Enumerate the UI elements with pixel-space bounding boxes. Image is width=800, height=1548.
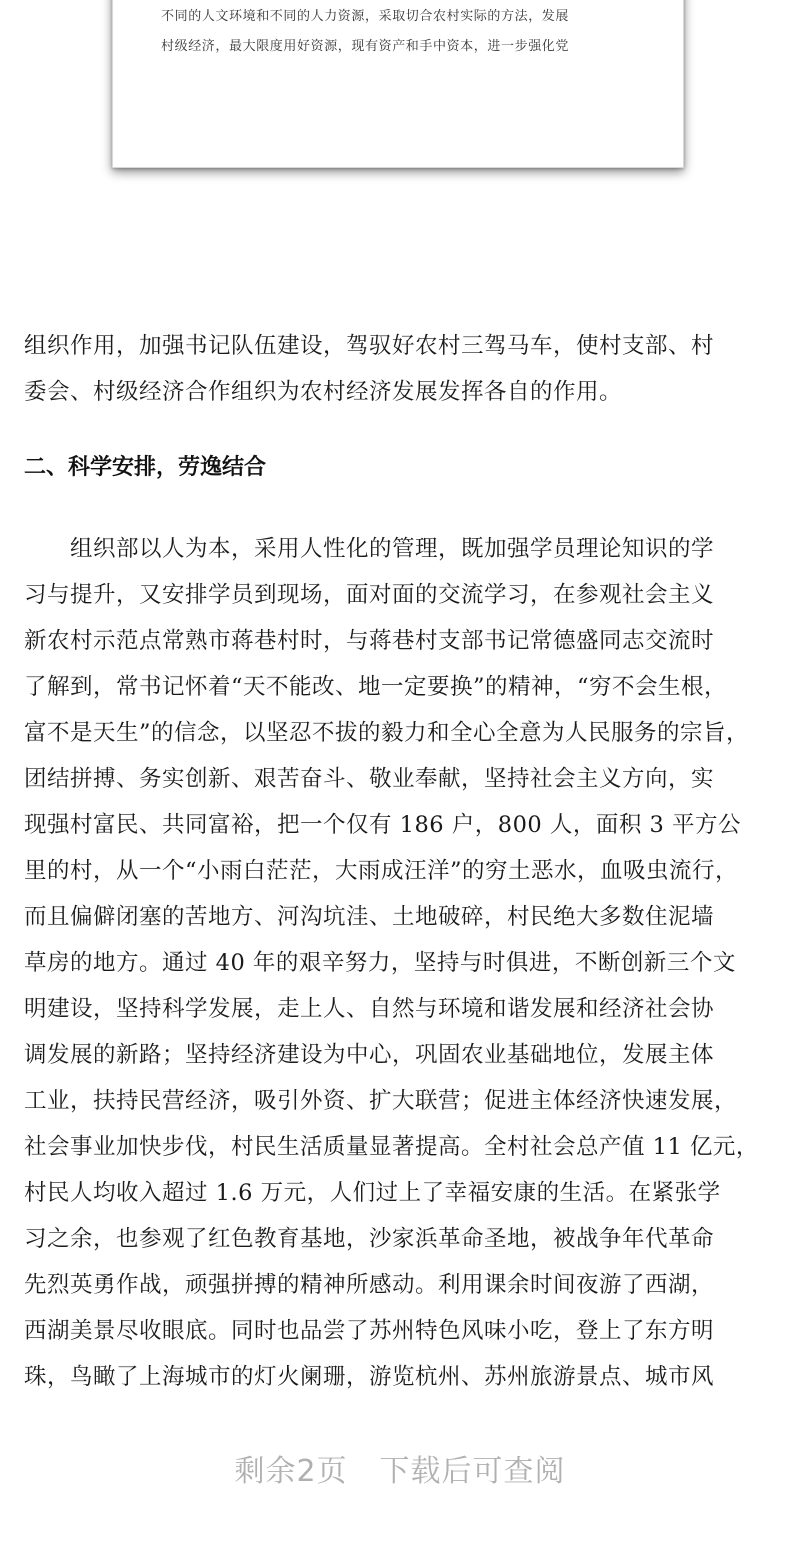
paragraph-line: 习与提升，又安排学员到现场，面对面的交流学习，在参观社会主义 bbox=[24, 582, 715, 608]
paragraph-line: 调发展的新路；坚持经济建设为中心，巩固农业基础地位，发展主体 bbox=[24, 1042, 715, 1068]
preview-text-line: 不同的人文环境和不同的人力资源，采取切合农村实际的方法，发展 bbox=[161, 9, 570, 24]
paragraph-line: 现强村富民、共同富裕，把一个仅有 186 户，800 人，面积 3 平方公 bbox=[24, 812, 741, 838]
paragraph-line: 先烈英勇作战，顽强拼搏的精神所感动。利用课余时间夜游了西湖， bbox=[24, 1272, 715, 1298]
paragraph-line: 委会、村级经济合作组织为农村经济发展发挥各自的作用。 bbox=[24, 379, 623, 405]
paragraph-line: 富不是天生”的信念，以坚忍不拔的毅力和全心全意为人民服务的宗旨， bbox=[24, 720, 750, 746]
paragraph-line: 新农村示范点常熟市蒋巷村时，与蒋巷村支部书记常德盛同志交流时 bbox=[24, 628, 715, 654]
remaining-pages-label: 剩余2页 bbox=[234, 1454, 348, 1489]
paragraph-line: 草房的地方。通过 40 年的艰辛努力，坚持与时俱进，不断创新三个文 bbox=[24, 950, 736, 976]
paragraph-line: 里的村，从一个“小雨白茫茫，大雨成汪洋”的穷土恶水，血吸虫流行， bbox=[24, 858, 739, 884]
document-preview-card bbox=[112, 0, 684, 168]
paragraph-line: 西湖美景尽收眼底。同时也品尝了苏州特色风味小吃，登上了东方明 bbox=[24, 1318, 715, 1344]
paragraph-line: 组织部以人为本，采用人性化的管理，既加强学员理论知识的学 bbox=[24, 536, 715, 562]
download-to-view-label: 下载后可查阅 bbox=[379, 1454, 566, 1489]
paragraph-line: 村民人均收入超过 1.6 万元，人们过上了幸福安康的生活。在紧张学 bbox=[24, 1180, 721, 1206]
paragraph-line: 了解到，常书记怀着“天不能改、地一定要换”的精神，“穷不会生根， bbox=[24, 674, 728, 700]
paragraph-line: 明建设，坚持科学发展，走上人、自然与环境和谐发展和经济社会协 bbox=[24, 996, 715, 1022]
paragraph-line: 而且偏僻闭塞的苦地方、河沟坑洼、土地破碎，村民绝大多数住泥墙 bbox=[24, 904, 715, 930]
paragraph-line: 组织作用，加强书记队伍建设，驾驭好农村三驾马车，使村支部、村 bbox=[24, 333, 715, 359]
paragraph-line: 社会事业加快步伐，村民生活质量显著提高。全村社会总产值 11 亿元， bbox=[24, 1134, 759, 1160]
paragraph-line: 工业，扶持民营经济，吸引外资、扩大联营；促进主体经济快速发展， bbox=[24, 1088, 738, 1114]
preview-text-line: 村级经济，最大限度用好资源，现有资产和手中资本，进一步强化党 bbox=[161, 39, 570, 54]
section-heading: 二、科学安排，劳逸结合 bbox=[24, 455, 267, 480]
download-prompt[interactable] bbox=[0, 1446, 800, 1490]
paragraph-line: 团结拼搏、务实创新、艰苦奋斗、敬业奉献，坚持社会主义方向，实 bbox=[24, 766, 715, 792]
paragraph-line: 习之余，也参观了红色教育基地，沙家浜革命圣地，被战争年代革命 bbox=[24, 1226, 715, 1252]
paragraph-line: 珠，鸟瞰了上海城市的灯火阑珊，游览杭州、苏州旅游景点、城市风 bbox=[24, 1364, 715, 1390]
